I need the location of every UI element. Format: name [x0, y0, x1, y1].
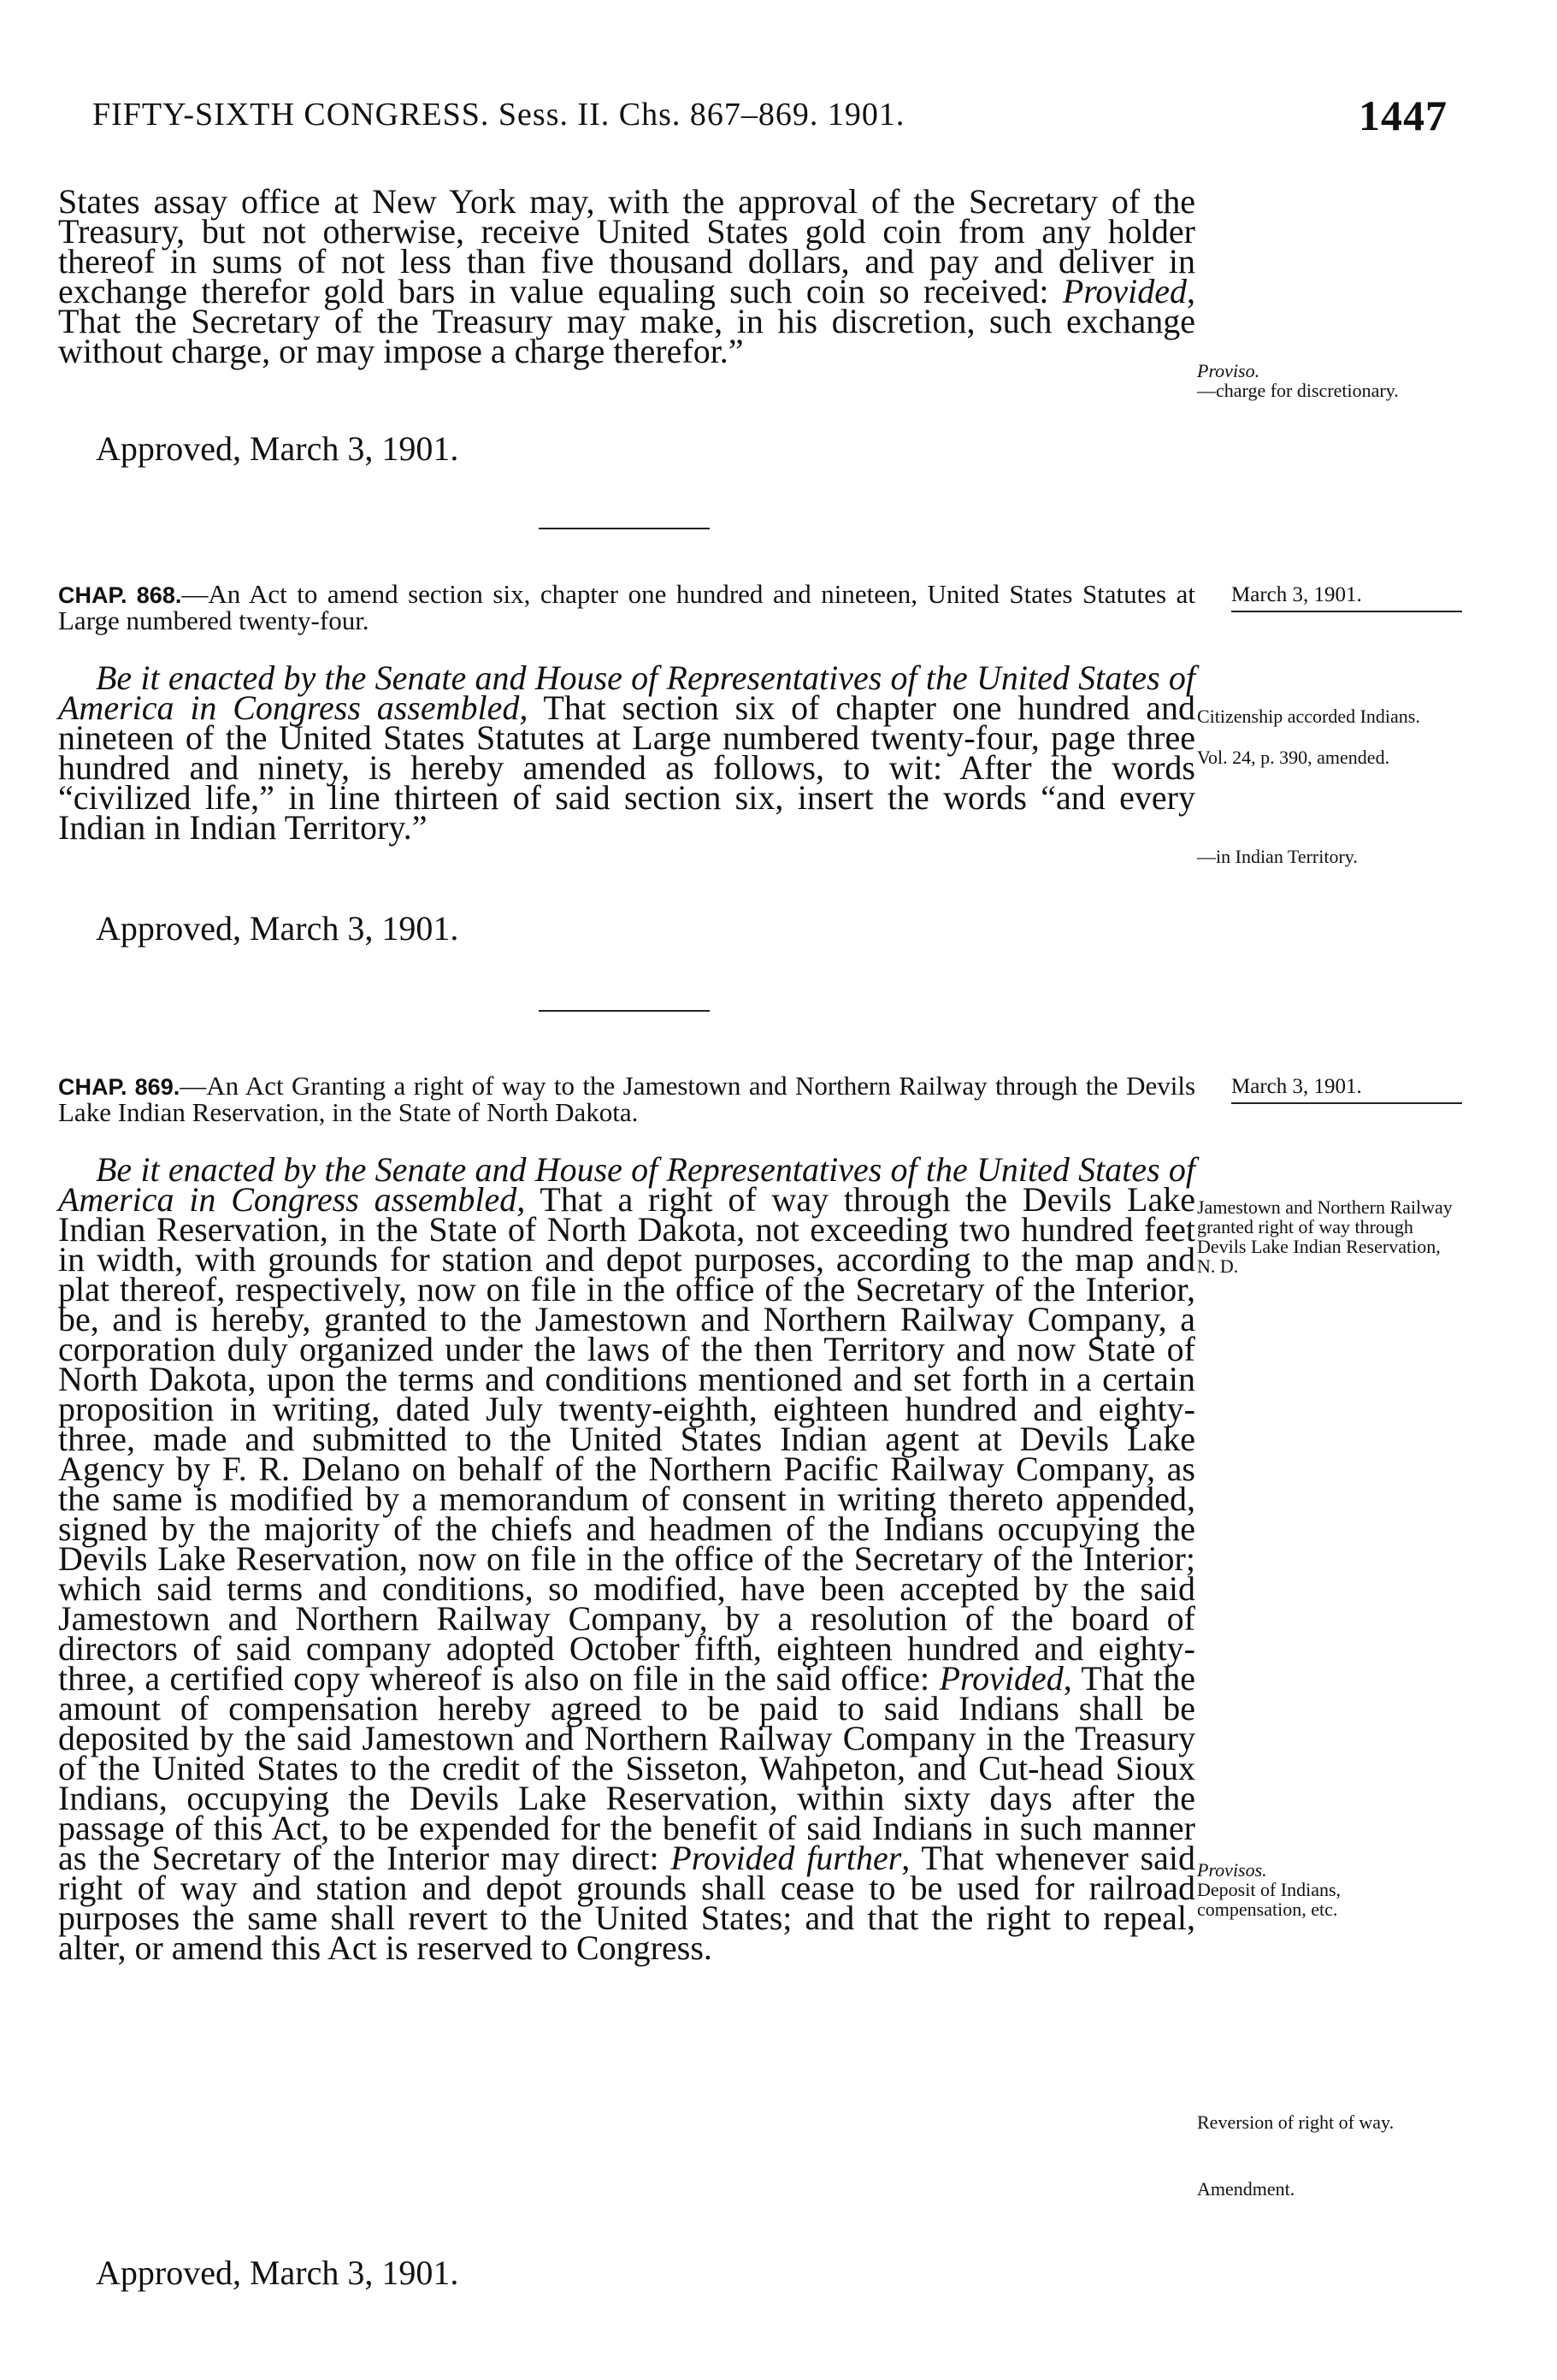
margin-note-provisos — [1197, 1860, 1454, 1919]
margin-note-reversion: Reversion of right of way. — [1197, 2111, 1395, 2133]
chap-869-text-2: , That the amount of compensation hereby agreed to be paid to said Indians shall be deposited by the said Jamestown and Northern Railway Company in the Treasury of the United States to the credit of the Sisseton, Wahpeton, and Cut-head Sioux Indians, occupying the Devils Lake Reservation, within sixty days after the passage of this Act, to be expended for the benefit of said Indians in such manner as the Secretary of the Interior may direct: — [58, 1659, 1195, 1877]
chap-869-approved: Approved, March 3, 1901. — [96, 2253, 459, 2292]
chap-869-date: March 3, 1901. — [1231, 1075, 1462, 1104]
margin-note-citizenship: Citizenship accorded Indians. — [1197, 706, 1420, 727]
chap-869-text-1: That a right of way through the Devils Lake Indian Reservation, in the State of North Dakota, not exceeding two hundred feet in width, with grounds for station and depot purposes, according to the map and plat thereof, respectively, now on file in the office of the Secretary of the Interior, be, and is hereby, granted to the Jamestown and Northern Railway Company, a corporation duly organized under the laws of the then Territory and now State of North Dakota, upon the terms and conditions mentioned and set forth in a certain proposition in writing, dated July twenty-eighth, eighteen hundred and eighty-three, made and submitted to the United States Indian agent at Devils Lake Agency by F. R. Delano on behalf of the Northern Pacific Railway Company, as the same is modified by a memorandum of consent in writing thereto appended, signed by the majority of the chiefs and headmen of the Indians occupying the Devils Lake Reservation, now on file in the office of the Secretary of the Interior; which said terms and conditions, so modified, have been accepted by the said Jamestown and Northern Railway Company, by a resolution of the board of directors of said company adopted October fifth, eighteen hundred and eighty-three, a certified copy whereof is also on file in the said office: — [58, 1180, 1195, 1698]
margin-note-amendment: Amendment. — [1197, 2178, 1295, 2200]
chap-868-label: CHAP. 868. — [58, 582, 182, 608]
chap-867-provided: Provided — [1062, 272, 1187, 310]
chap-868-title: —An Act to amend section six, chapter one hundred and nineteen, United States Statutes at Large numbered twenty-four. — [58, 579, 1195, 635]
page-header — [92, 92, 1448, 147]
chap-867-text-after: , That the Secretary of the Treasury may make, in his discretion, such exchange without charge, or may impose a charge therefor.” — [58, 272, 1195, 370]
margin-proviso-text: —charge for discretionary. — [1197, 380, 1399, 401]
chap-868-heading — [58, 579, 1195, 635]
chap-869-title: —An Act Granting a right of way to the Jamestown and Northern Railway through the Devils Lake Indian Reservation, in the State of North Dakota. — [58, 1071, 1196, 1127]
margin-note-vol: Vol. 24, p. 390, amended. — [1197, 747, 1390, 768]
chap-867-approved: Approved, March 3, 1901. — [96, 429, 459, 468]
chap-869-enacting: Be it enacted by the Senate and House of Representatives of the United States of America in Congress assembled, — [58, 1150, 1195, 1219]
chap-868-approved: Approved, March 3, 1901. — [96, 909, 459, 948]
margin-note-jamestown: Jamestown and Northern Railway granted right of way through Devils Lake Indian Reservation, N. D. — [1197, 1196, 1453, 1277]
chap-868-date: March 3, 1901. — [1231, 583, 1462, 612]
chap-867-body — [58, 182, 1195, 370]
chap-867-text: States assay office at New York may, with the approval of the Secretary of the Treasury, but not otherwise, receive United States gold coin from any holder thereof in sums of not less than five thousand dollars, and pay and deliver in exchange therefor gold bars in value equaling such coin so received: — [58, 182, 1195, 310]
chap-869-text-3: , That whenever said right of way and station and depot grounds shall cease to be used for railroad purposes the same shall revert to the United States; and that the right to repeal, alter, or amend this Act is reserved to Congress. — [58, 1839, 1196, 1967]
margin-deposit-text: Deposit of Indians, compensation, etc. — [1197, 1879, 1342, 1920]
chap-869-heading — [58, 1073, 1195, 1125]
margin-proviso-label: Proviso. — [1197, 360, 1260, 381]
section-divider — [539, 528, 710, 529]
running-head: FIFTY-SIXTH CONGRESS. Sess. II. Chs. 867–869. 1901. — [92, 97, 905, 133]
chap-869-label: CHAP. 869. — [58, 1074, 180, 1100]
chap-869-body — [58, 1150, 1196, 1967]
margin-note-proviso — [1197, 361, 1454, 400]
chap-869-provided-further: Provided further — [670, 1839, 902, 1877]
section-divider — [539, 1010, 710, 1012]
page-number: 1447 — [1359, 92, 1448, 139]
chap-868-body — [58, 658, 1195, 847]
chap-868-text: That section six of chapter one hundred and nineteen of the United States Statutes at Large numbered twenty-four, page three hundred and ninety, is hereby amended as follows, to wit: After the words “civilized life,” in line thirteen of said section six, insert the words “and every Indian in Indian Territory.” — [58, 688, 1195, 847]
chap-868-enacting: Be it enacted by the Senate and House of Representatives of the United States of America in Congress assembled, — [58, 658, 1195, 727]
margin-provisos-label: Provisos. — [1197, 1859, 1267, 1881]
chap-869-provided: Provided — [939, 1659, 1064, 1698]
margin-note-territory: —in Indian Territory. — [1197, 846, 1358, 867]
